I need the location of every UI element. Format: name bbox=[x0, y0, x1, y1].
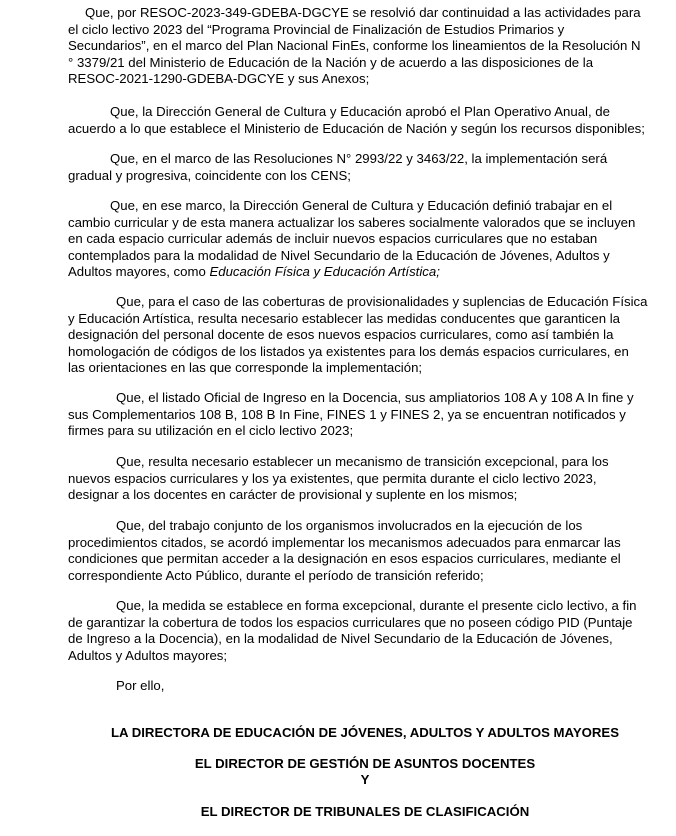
italic-fragment: Educación Física y Educación Artística; bbox=[209, 264, 440, 280]
paragraph-listado-oficial: Que, el listado Oficial de Ingreso en la Docencia, sus ampliatorios 108 A y 108 A In fine y sus Complementarios 108 B, 108 B In Fine, FINES 1 y FINES 2, ya se encuentran notificados y firmes para su utilización en el ciclo lectivo 2023; bbox=[68, 390, 634, 439]
paragraph-plan-operativo: Que, la Dirección General de Cultura y Educación aprobó el Plan Operativo Anual, de acuerdo a lo que establece el Ministerio de Educación de Nación y según los recursos disponibles; bbox=[68, 104, 645, 136]
paragraph-resoc-349: Que, por RESOC-2023-349-GDEBA-DGCYE se resolvió dar continuidad a las actividades para el ciclo lectivo 2023 del “Programa Provincial de Finalización de Estudios Primarios y Secundarios”, en el marco del Plan Nacional FinEs, conforme los lineamientos de la Resolución N ° 3379/21 del Ministerio de Educación de la Nación y de acuerdo a las disposiciones de la RESOC-2021-1290-GDEBA-DGCYE y sus Anexos; bbox=[68, 5, 641, 87]
paragraph-cambio-curricular bbox=[68, 198, 668, 281]
heading-director-gestion: EL DIRECTOR DE GESTIÓN DE ASUNTOS DOCENTES bbox=[194, 756, 536, 771]
paragraph-por-ello: Por ello, bbox=[116, 678, 165, 693]
paragraph-coberturas: Que, para el caso de las coberturas de provisionalidades y suplencias de Educación Física y Educación Artística, resulta necesario establecer las medidas conducentes que garanticen la designación del personal docente de esos nuevos espacios curriculares, como así también la homologación de códigos de los listados ya existentes para los demás espacios curriculares, en las orientaciones en las que corresponde la implementación; bbox=[68, 294, 648, 376]
heading-director-tribunales: EL DIRECTOR DE TRIBUNALES DE CLASIFICACIÓN bbox=[200, 804, 530, 819]
paragraph-medida-excepcional: Que, la medida se establece en forma excepcional, durante el presente ciclo lectivo, a fin de garantizar la cobertura de todos los espacios curriculares que no poseen código PID (Puntaje de Ingreso a la Docencia), en la modalidad de Nivel Secundario de la Educación de Jóvenes, Adultos y Adultos mayores; bbox=[68, 598, 637, 663]
heading-conjunction: Y bbox=[360, 772, 370, 787]
paragraph-cambio-curricular-text: Que, en ese marco, la Dirección General de Cultura y Educación definió trabajar en el cambio curricular y de esta manera actualizar los saberes socialmente valorados que se incluyen en cada espacio curricular además de incluir nuevos espacios curriculares que no estaban contemplados para la modalidad de Nivel Secundario de la Educación de Jóvenes, Adultos y Adultos mayores, como bbox=[68, 198, 636, 280]
paragraph-resoluciones: Que, en el marco de las Resoluciones N° 2993/22 y 3463/22, la implementación será gradual y progresiva, coincidente con los CENS; bbox=[68, 151, 608, 183]
paragraph-mecanismo-transicion: Que, resulta necesario establecer un mecanismo de transición excepcional, para los nuevos espacios curriculares y los ya existentes, que permita durante el ciclo lectivo 2023, designar a los docentes en carácter de provisional y suplente en los mismos; bbox=[68, 454, 609, 503]
paragraph-trabajo-conjunto: Que, del trabajo conjunto de los organismos involucrados en la ejecución de los procedimientos citados, se acordó implementar los mecanismos adecuados para enmarcar las condiciones que permitan acceder a la designación en esos espacios curriculares, mediante el correspondiente Acto Público, durante el período de transición referido; bbox=[68, 518, 621, 583]
heading-directora: LA DIRECTORA DE EDUCACIÓN DE JÓVENES, ADULTOS Y ADULTOS MAYORES bbox=[110, 725, 620, 740]
